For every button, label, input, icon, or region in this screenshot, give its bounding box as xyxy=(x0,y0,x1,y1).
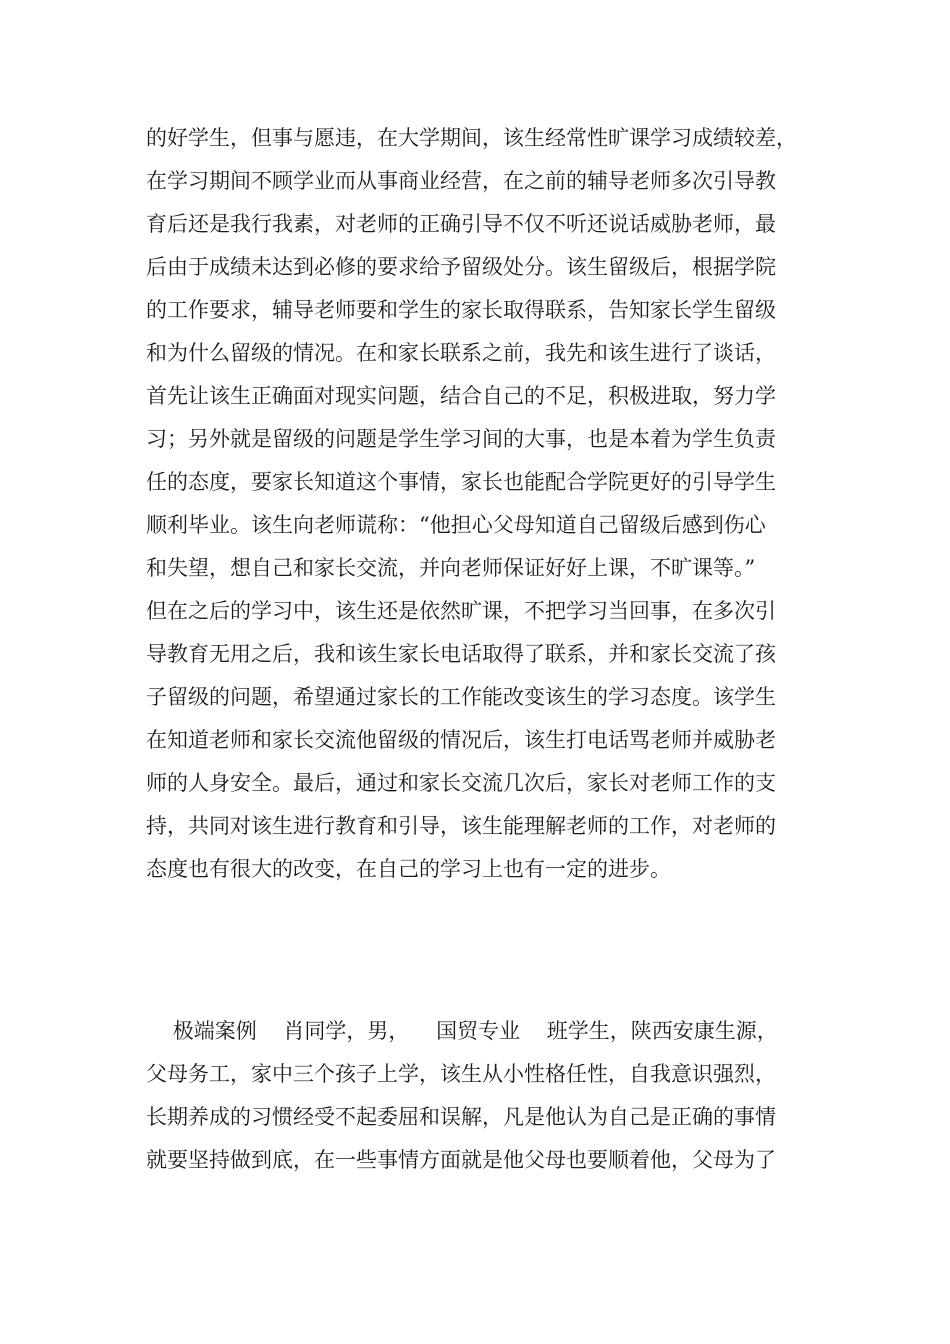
body-line: 但在之后的学习中，该生还是依然旷课，不把学习当回事，在多次引 xyxy=(146,599,776,623)
body-line: 师的人身安全。最后，通过和家长交流几次后，家长对老师工作的支 xyxy=(146,771,776,795)
body-line: 子留级的问题，希望通过家长的工作能改变该生的学习态度。该学生 xyxy=(146,685,776,709)
body-line: 的好学生，但事与愿违，在大学期间，该生经常性旷课学习成绩较差， xyxy=(146,126,797,150)
body-line: 和为什么留级的情况。在和家长联系之前，我先和该生进行了谈话， xyxy=(146,341,776,365)
body-line: 父母务工，家中三个孩子上学，该生从小性格任性，自我意识强烈， xyxy=(146,1062,776,1086)
body-line: 的工作要求，辅导老师要和学生的家长取得联系，告知家长学生留级 xyxy=(146,298,776,322)
body-line: 长期养成的习惯经受不起委屈和误解，凡是他认为自己是正确的事情 xyxy=(146,1105,776,1129)
body-line: 导教育无用之后，我和该生家长电话取得了联系，并和家长交流了孩 xyxy=(146,642,776,666)
body-line: 在学习期间不顾学业而从事商业经营，在之前的辅导老师多次引导教 xyxy=(146,169,776,193)
body-line: 顺利毕业。该生向老师谎称：“他担心父母知道自己留级后感到伤心 xyxy=(146,513,766,537)
body-line: 习；另外就是留级的问题是学生学习间的大事，也是本着为学生负责 xyxy=(146,427,776,451)
body-line: 持，共同对该生进行教育和引导，该生能理解老师的工作，对老师的 xyxy=(146,814,776,838)
body-line: 首先让该生正确面对现实问题，结合自己的不足，积极进取，努力学 xyxy=(146,384,776,408)
body-line: 在知道老师和家长交流他留级的情况后，该生打电话骂老师并威胁老 xyxy=(146,728,776,752)
body-line: 育后还是我行我素，对老师的正确引导不仅不听还说话威胁老师，最 xyxy=(146,212,776,236)
body-line: 后由于成绩未达到必修的要求给予留级处分。该生留级后，根据学院 xyxy=(146,255,776,279)
body-line: 就要坚持做到底，在一些事情方面就是他父母也要顺着他，父母为了 xyxy=(146,1148,776,1172)
body-line: 任的态度，要家长知道这个事情，家长也能配合学院更好的引导学生 xyxy=(146,470,776,494)
body-line: 态度也有很大的改变，在自己的学习上也有一定的进步。 xyxy=(146,857,671,881)
body-line: 和失望，想自己和家长交流，并向老师保证好好上课，不旷课等。” xyxy=(146,556,756,580)
body-line: 极端案例 肖同学，男， 国贸专业 班学生，陕西安康生源， xyxy=(146,1019,778,1043)
